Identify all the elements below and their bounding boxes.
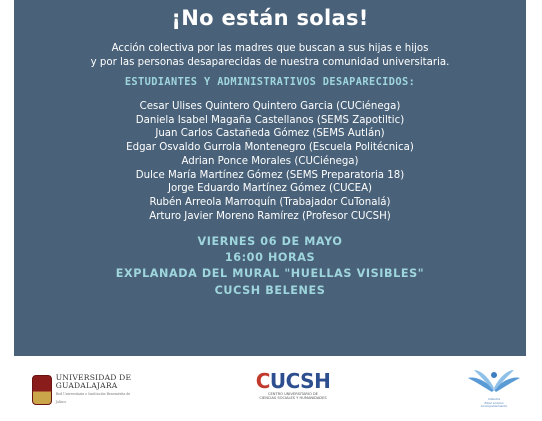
name-item: Edgar Osvaldo Gurrola Montenegro (Escuela Politécnica)	[126, 142, 414, 154]
cucsh-sub-line2: CIENCIAS SOCIALES Y HUMANIDADES	[259, 396, 327, 401]
event-details	[14, 234, 526, 299]
cucsh-logo	[253, 370, 333, 406]
footer-logos	[0, 356, 542, 421]
section-heading: ESTUDIANTES Y ADMINISTRATIVOS DESAPARECIDOS:	[124, 76, 416, 88]
intro-text	[14, 42, 526, 70]
name-item: Cesar Ulises Quintero Quintero Garcia (CUCiénega)	[139, 101, 401, 112]
event-place: EXPLANADA DEL MURAL "HUELLAS VISIBLES"	[115, 267, 425, 281]
udg-seal-icon	[32, 375, 52, 405]
cucsh-sub-line1: CENTRO UNIVERSITARIO DE	[267, 392, 319, 396]
catedra-line3: Acompañamiento	[480, 404, 508, 409]
name-item: Jorge Eduardo Martínez Gómez (CUCEA)	[167, 183, 373, 195]
udg-logo	[32, 372, 132, 408]
catedra-line2: Itziar Lozano	[484, 400, 504, 405]
name-item: Dulce María Martínez Gómez (SEMS Preparatoria 18)	[135, 169, 405, 181]
udg-name-line2: GUADALAJARA	[55, 381, 118, 390]
event-campus: CUCSH BELENES	[214, 283, 326, 297]
catedra-line1: Cátedra	[488, 397, 500, 401]
udg-name-line1: UNIVERSIDAD DE	[55, 373, 132, 382]
poster-panel	[14, 0, 526, 356]
names-list	[14, 100, 526, 223]
udg-tagline: Red Universitaria e Institución Benemérita de Jalisco	[55, 392, 131, 404]
catedra-logo	[466, 366, 522, 410]
page-title: ¡No están solas!	[171, 6, 369, 30]
name-item: Juan Carlos Castañeda Gómez (SEMS Autlán)	[155, 128, 385, 140]
wings-icon	[466, 366, 522, 394]
cucsh-letter-c: C	[255, 369, 270, 393]
name-item: Rubén Arreola Marroquín (Trabajador CuTonalá)	[149, 196, 391, 208]
name-item: Daniela Isabel Magaña Castellanos (SEMS Zapotiltic)	[135, 114, 405, 126]
name-item: Arturo Javier Moreno Ramírez (Profesor CUCSH)	[149, 210, 391, 222]
intro-line-2: y por las personas desaparecidas de nuestra comunidad universitaria.	[90, 57, 450, 68]
cucsh-letters: UCSH	[269, 369, 331, 393]
event-time: 16:00 HORAS	[224, 251, 316, 265]
intro-line-1: Acción colectiva por las madres que buscan a sus hijas e hijos	[111, 43, 429, 54]
name-item: Adrian Ponce Morales (CUCiénega)	[181, 155, 359, 167]
event-date: VIERNES 06 DE MAYO	[197, 235, 343, 248]
